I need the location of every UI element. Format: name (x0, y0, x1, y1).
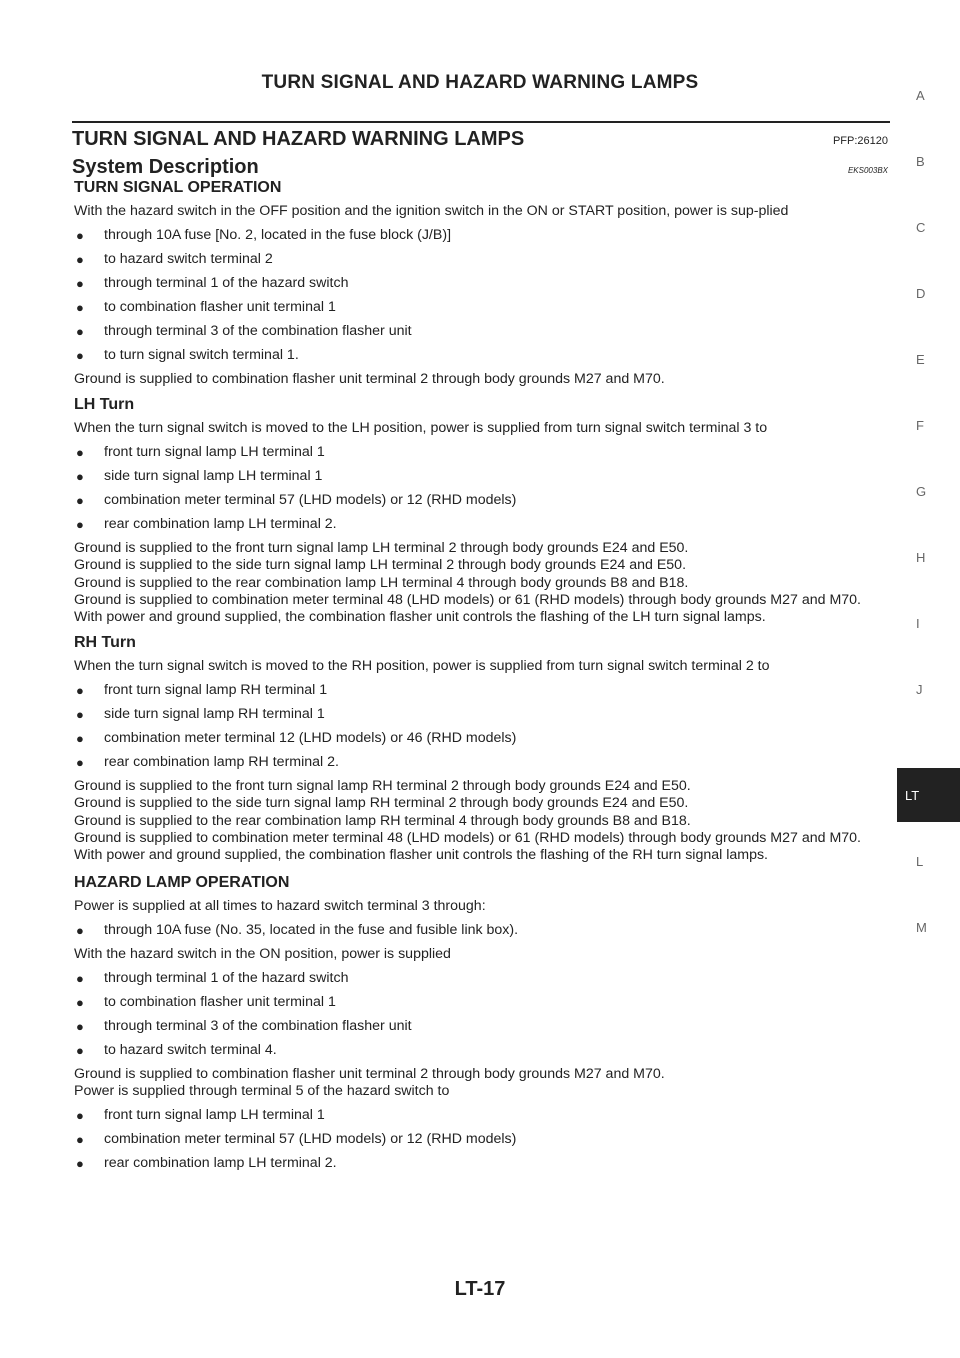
bullet-icon: ● (76, 1019, 84, 1035)
page-number: LT-17 (454, 1278, 506, 1300)
index-tab-lt-label: LT (905, 788, 920, 803)
list-item: ● to combination flasher unit terminal 1 (76, 299, 336, 315)
lh-ground-line: Ground is supplied to combination meter terminal 48 (LHD models) or 61 (RHD models) through body grounds M27 and M70. (74, 591, 861, 608)
list-item: ● to hazard switch terminal 4. (76, 1042, 277, 1059)
turn-signal-intro: With the hazard switch in the OFF position and the ignition switch in the ON or START position, power is sup-plied (74, 203, 789, 219)
running-header-title: TURN SIGNAL AND HAZARD WARNING LAMPS (261, 72, 699, 93)
rh-ground-line: Ground is supplied to the front turn signal lamp RH terminal 2 through body grounds E24 and E50. (74, 778, 691, 795)
list-item: ● rear combination lamp LH terminal 2. (76, 1155, 337, 1172)
bullet-icon: ● (76, 300, 84, 315)
turn-signal-ground: Ground is supplied to combination flasher unit terminal 2 through body grounds M27 and M70. (74, 371, 665, 387)
list-item: ● combination meter terminal 57 (LHD models) or 12 (RHD models) (76, 1131, 517, 1148)
list-item: ● front turn signal lamp LH terminal 1 (76, 444, 325, 461)
bullet-icon: ● (76, 1156, 84, 1172)
list-item: ● rear combination lamp LH terminal 2. (76, 516, 337, 533)
lh-turn-bullet-list (74, 444, 890, 533)
rh-turn-heading: RH Turn (74, 634, 136, 652)
bullet-icon: ● (76, 1132, 84, 1148)
system-description-heading: System Description (72, 156, 259, 178)
hazard-ground: Ground is supplied to combination flasher unit terminal 2 through body grounds M27 and M70. (74, 1066, 665, 1083)
bullet-icon: ● (76, 1108, 84, 1124)
list-item: ● front turn signal lamp LH terminal 1 (76, 1107, 325, 1124)
bullet-icon: ● (76, 276, 84, 291)
list-item: ● side turn signal lamp RH terminal 1 (76, 706, 325, 723)
index-letter-h[interactable]: H (916, 550, 926, 565)
bullet-icon: ● (76, 707, 84, 723)
bullet-icon: ● (76, 493, 84, 509)
list-item: ● through terminal 3 of the combination flasher unit (76, 1018, 412, 1035)
bullet-icon: ● (76, 469, 84, 485)
hazard-on-text: With the hazard switch in the ON position, power is supplied (74, 946, 451, 963)
hazard-bullet-list-2 (74, 970, 890, 1059)
index-letter-g[interactable]: G (916, 484, 927, 499)
turn-signal-operation-heading: TURN SIGNAL OPERATION (74, 179, 282, 196)
bullet-icon: ● (76, 683, 84, 699)
index-letter-m[interactable]: M (916, 920, 927, 935)
index-letter-f[interactable]: F (916, 418, 924, 433)
list-item: ● side turn signal lamp LH terminal 1 (76, 468, 323, 485)
rh-turn-bullet-list (74, 682, 890, 771)
bullet-icon: ● (76, 517, 84, 533)
index-letter-b[interactable]: B (916, 154, 925, 169)
bullet-icon: ● (76, 228, 84, 243)
list-item: ● to turn signal switch terminal 1. (76, 347, 299, 363)
list-item: ● to combination flasher unit terminal 1 (76, 994, 336, 1011)
bullet-icon: ● (76, 445, 84, 461)
bullet-icon: ● (76, 1043, 84, 1059)
bullet-icon: ● (76, 348, 84, 363)
index-letter-d[interactable]: D (916, 286, 926, 301)
rh-summary-line: With power and ground supplied, the combination flasher unit controls the flashing of the RH turn signal lamps. (74, 847, 768, 864)
page-body (74, 179, 890, 1179)
lh-ground-line: Ground is supplied to the rear combination lamp LH terminal 4 through body grounds B8 and B18. (74, 574, 689, 591)
list-item: ● through terminal 1 of the hazard switch (76, 275, 349, 291)
eks-code: EKS003BX (847, 166, 888, 175)
rh-ground-line: Ground is supplied to combination meter terminal 48 (LHD models) or 61 (RHD models) through body grounds M27 and M70. (74, 829, 861, 846)
list-item: ● combination meter terminal 12 (LHD models) or 46 (RHD models) (76, 730, 517, 747)
hazard-bullet-list-3 (74, 1107, 890, 1172)
hazard-lamp-operation-heading: HAZARD LAMP OPERATION (74, 874, 290, 892)
turn-signal-bullet-list (74, 227, 890, 364)
rh-ground-line: Ground is supplied to the rear combination lamp RH terminal 4 through body grounds B8 and B18. (74, 812, 691, 829)
index-letter-i[interactable]: I (916, 616, 920, 631)
lh-ground-line: Ground is supplied to the side turn signal lamp LH terminal 2 through body grounds E24 and E50. (74, 557, 687, 574)
rh-turn-intro: When the turn signal switch is moved to the RH position, power is supplied from turn signal switch terminal 2 to (74, 658, 770, 675)
list-item: ● combination meter terminal 57 (LHD models) or 12 (RHD models) (76, 492, 517, 509)
bullet-icon: ● (76, 252, 84, 267)
bullet-icon: ● (76, 731, 84, 747)
bullet-icon: ● (76, 971, 84, 987)
list-item: ● to hazard switch terminal 2 (76, 251, 273, 267)
index-tab-lt-active[interactable] (897, 768, 960, 822)
bullet-icon: ● (76, 755, 84, 771)
lh-summary-line: With power and ground supplied, the combination flasher unit controls the flashing of the LH turn signal lamps. (74, 609, 766, 626)
list-item: ● rear combination lamp RH terminal 2. (76, 754, 339, 771)
index-letter-e[interactable]: E (916, 352, 925, 367)
bullet-icon: ● (76, 995, 84, 1011)
lh-turn-heading: LH Turn (74, 396, 135, 414)
list-item: ● through 10A fuse [No. 2, located in the fuse block (J/B)] (76, 227, 452, 243)
lh-ground-line: Ground is supplied to the front turn signal lamp LH terminal 2 through body grounds E24 and E50. (74, 540, 689, 557)
hazard-intro: Power is supplied at all times to hazard switch terminal 3 through: (74, 898, 486, 915)
section-title: TURN SIGNAL AND HAZARD WARNING LAMPS (72, 128, 525, 150)
header-rule (72, 121, 890, 123)
pfp-code: PFP:26120 (832, 135, 888, 147)
hazard-bullet-list-1 (74, 922, 890, 939)
lh-turn-intro: When the turn signal switch is moved to the LH position, power is supplied from turn signal switch terminal 3 to (74, 420, 768, 437)
list-item: ● through 10A fuse (No. 35, located in the fuse and fusible link box). (76, 922, 519, 939)
list-item: ● through terminal 3 of the combination flasher unit (76, 323, 412, 339)
index-letter-a[interactable]: A (916, 88, 925, 103)
list-item: ● through terminal 1 of the hazard switch (76, 970, 349, 987)
rh-ground-line: Ground is supplied to the side turn signal lamp RH terminal 2 through body grounds E24 and E50. (74, 795, 689, 812)
index-letter-c[interactable]: C (916, 220, 926, 235)
bullet-icon: ● (76, 324, 84, 339)
index-letter-l[interactable]: L (916, 854, 924, 869)
bullet-icon: ● (76, 923, 84, 939)
hazard-power-terminal5: Power is supplied through terminal 5 of the hazard switch to (74, 1083, 450, 1100)
list-item: ● front turn signal lamp RH terminal 1 (76, 682, 328, 699)
index-letter-j[interactable]: J (916, 682, 923, 697)
